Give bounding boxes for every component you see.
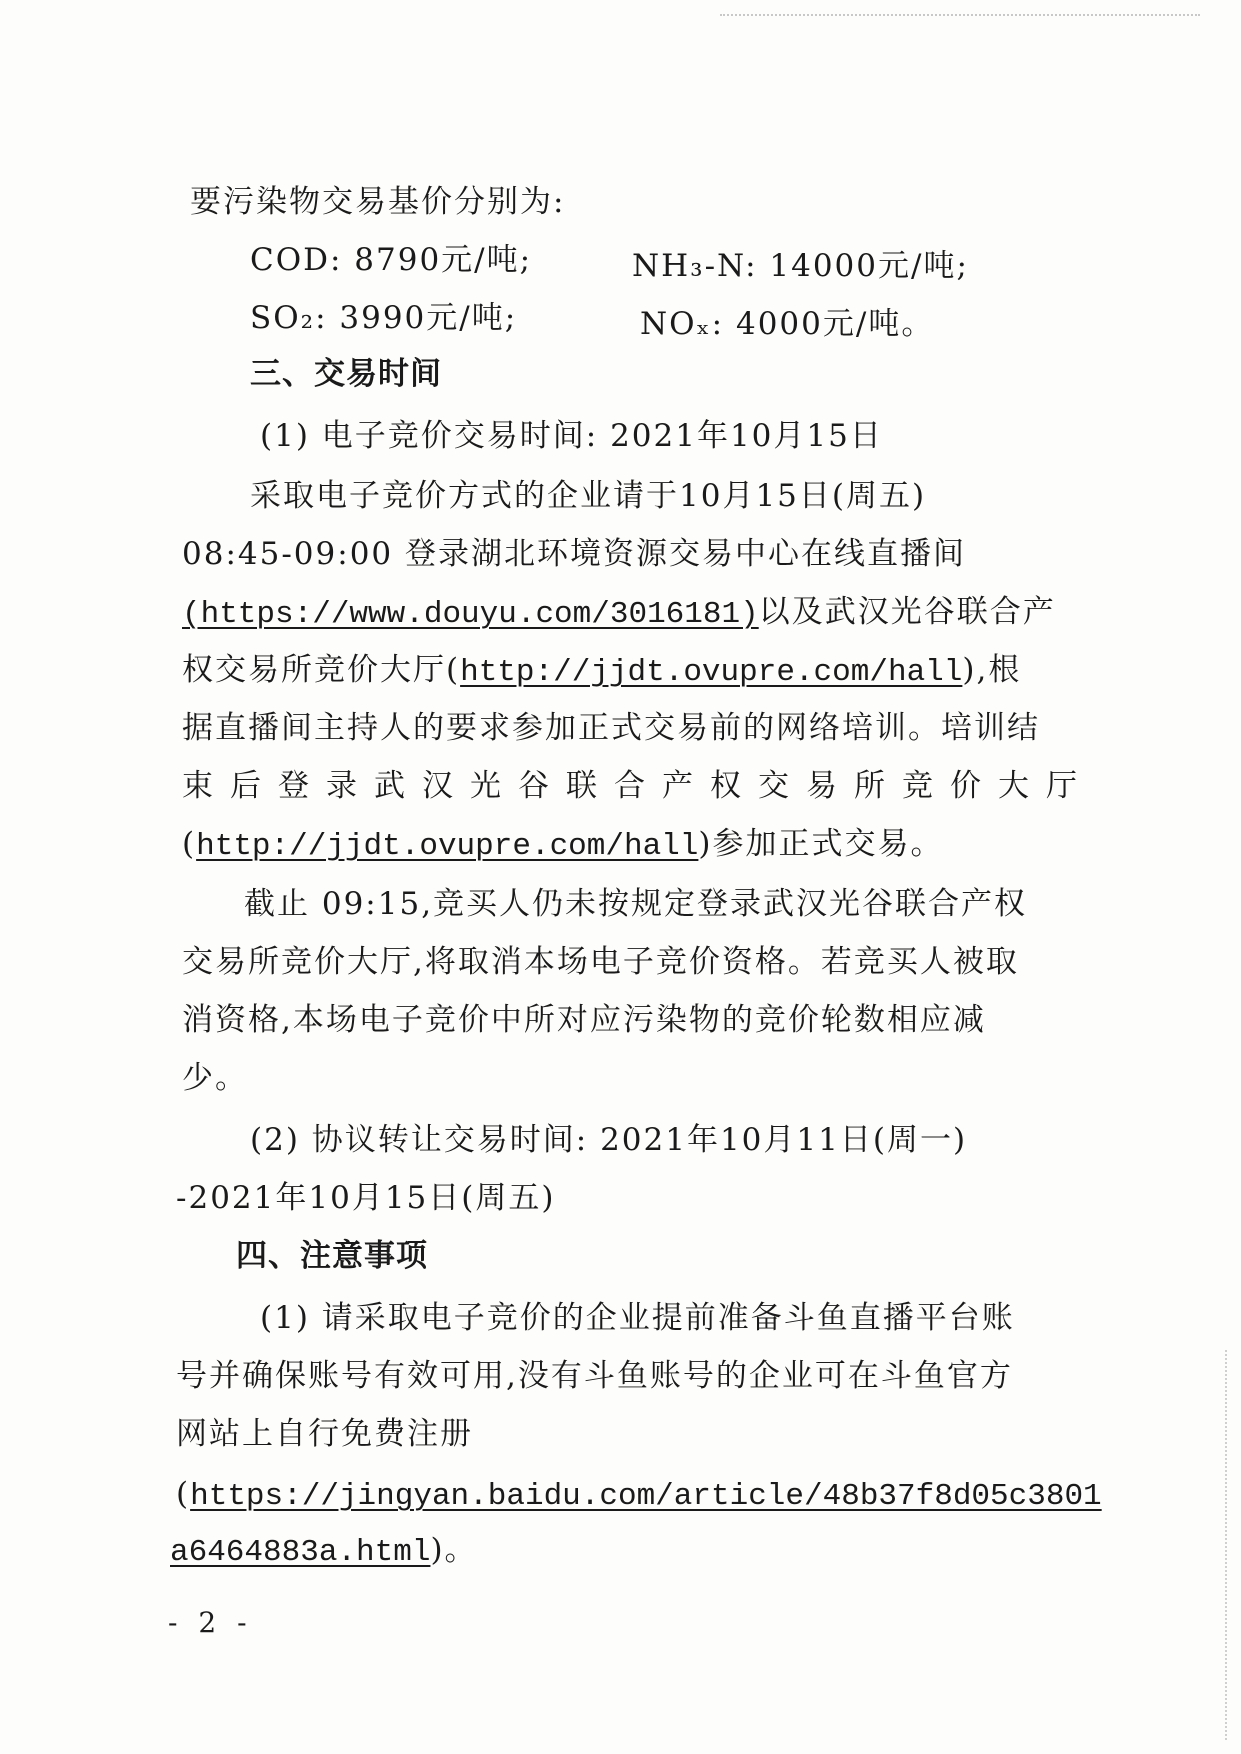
text-line xyxy=(182,592,1056,635)
hall-link[interactable]: http://jjdt.ovupre.com/hall xyxy=(460,655,963,690)
text-span: )。 xyxy=(430,1532,478,1568)
text-line: 要污染物交易基价分别为: xyxy=(190,184,566,220)
text-line xyxy=(182,650,1021,693)
text-line: 号并确保账号有效可用,没有斗鱼账号的企业可在斗鱼官方 xyxy=(176,1358,1013,1394)
text-span: 以及武汉光谷联合产 xyxy=(758,594,1056,630)
price-nh3: NH₃-N: 14000元/吨; xyxy=(632,248,969,284)
baidu-link-continued[interactable]: a6464883a.html xyxy=(170,1535,431,1570)
text-line: 网站上自行免费注册 xyxy=(176,1416,473,1452)
text-line: 08:45-09:00 登录湖北环境资源交易中心在线直播间 xyxy=(182,536,967,572)
text-line: 据直播间主持人的要求参加正式交易前的网络培训。培训结 xyxy=(182,710,1040,746)
scan-artifact xyxy=(720,14,1200,20)
text-line xyxy=(176,1474,1102,1517)
text-line: -2021年10月15日(周五) xyxy=(176,1180,556,1216)
text-span: )参加正式交易。 xyxy=(698,826,944,862)
douyu-link[interactable]: (https://www.douyu.com/3016181) xyxy=(182,597,759,632)
text-line: 截止 09:15,竞买人仍未按规定登录武汉光谷联合产权 xyxy=(244,886,1028,922)
text-line xyxy=(182,824,944,867)
text-span: ( xyxy=(182,826,197,862)
scan-artifact xyxy=(1222,1350,1227,1740)
text-line: 交易所竞价大厅,将取消本场电子竞价资格。若竞买人被取 xyxy=(182,944,1019,980)
text-span: 权交易所竞价大厅( xyxy=(182,652,461,688)
text-span: ),根 xyxy=(962,652,1022,688)
section-heading-trade-time: 三、交易时间 xyxy=(250,356,442,392)
price-cod: COD: 8790元/吨; xyxy=(250,242,533,278)
text-line: 少。 xyxy=(182,1060,248,1096)
text-line: (1) 电子竞价交易时间: 2021年10月15日 xyxy=(260,418,883,454)
hall-link[interactable]: http://jjdt.ovupre.com/hall xyxy=(196,829,699,864)
text-line: (2) 协议转让交易时间: 2021年10月11日(周一) xyxy=(250,1122,968,1158)
baidu-link[interactable]: https://jingyan.baidu.com/article/48b37f8d05c3801 xyxy=(190,1479,1102,1514)
text-span: ( xyxy=(176,1476,191,1512)
price-nox: NOₓ: 4000元/吨。 xyxy=(640,306,935,342)
text-line xyxy=(170,1530,478,1573)
page-number: - 2 - xyxy=(168,1606,253,1639)
text-line: (1) 请采取电子竞价的企业提前准备斗鱼直播平台账 xyxy=(260,1300,1015,1336)
text-line: 消资格,本场电子竞价中所对应污染物的竞价轮数相应减 xyxy=(182,1002,986,1038)
price-so2: SO₂: 3990元/吨; xyxy=(250,300,518,336)
text-line: 束后登录武汉光谷联合产权交易所竞价大厅 xyxy=(182,768,1094,804)
text-line: 采取电子竞价方式的企业请于10月15日(周五) xyxy=(250,478,927,514)
section-heading-notes: 四、注意事项 xyxy=(236,1238,428,1274)
